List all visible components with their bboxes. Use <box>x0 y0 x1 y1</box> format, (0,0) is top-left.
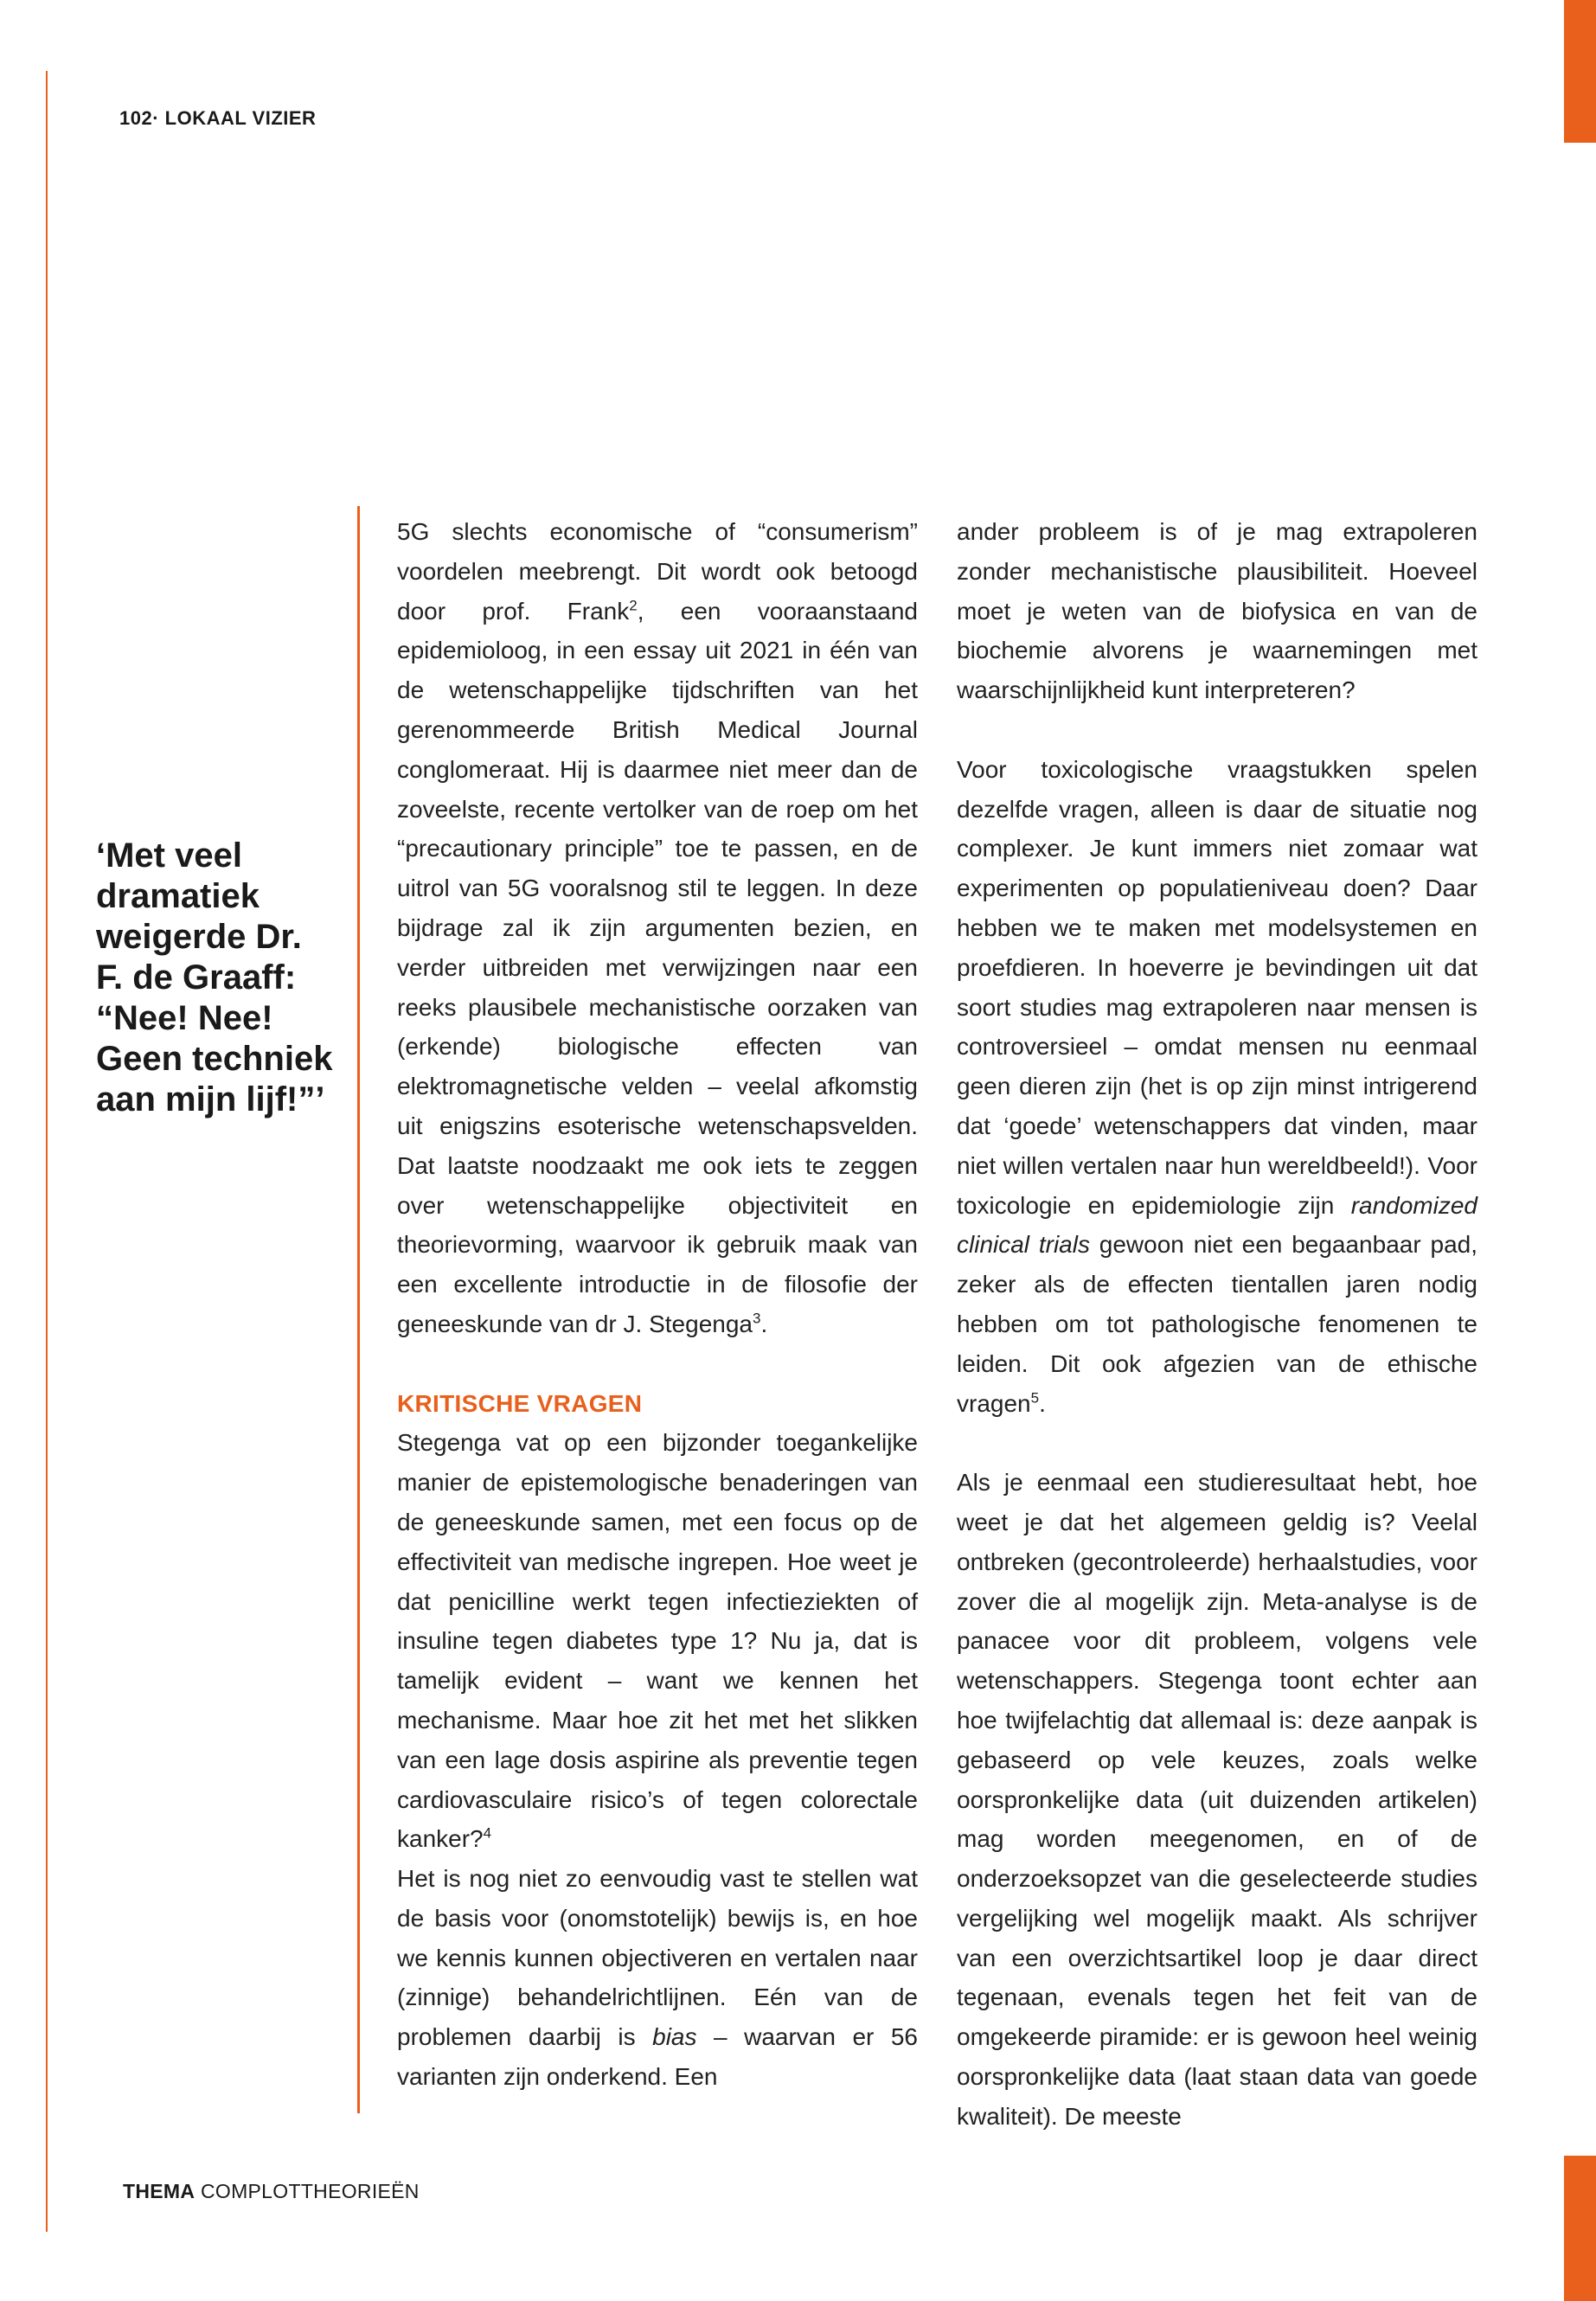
page-number: 102 <box>119 107 153 129</box>
article-column-right <box>957 512 1477 2137</box>
paragraph: Als je eenmaal een studieresultaat hebt, hoe weet je dat het algemeen geldig is? Veelal ontbreken (gecontroleerde) herhaalstudies, voor zover die al mogelijk zijn. Meta-analyse is de panacee voor dit probleem, volgens vele wetenschappers. Stegenga toont echter aan hoe twijfelachtig dat allemaal is: deze aanpak is gebaseerd op vele keuzes, zoals welke oorspronkelijke data (uit duizenden artikelen) mag worden meegenomen, en of de onderzoeksopzet van die geselecteerde studies vergelijking wel mogelijk maakt. Als schrijver van een overzichtsartikel loop je daar direct tegenaan, evenals tegen het feit van de omgekeerde piramide: er is gewoon heel weinig oorspronkelijke data (laat staan data van goede kwaliteit). De meeste <box>957 1469 1477 2130</box>
margin-rule <box>46 71 48 2232</box>
footnote-ref: 4 <box>483 1824 492 1842</box>
footnote-ref: 5 <box>1030 1389 1040 1407</box>
pull-quote-rule <box>357 506 360 2113</box>
paragraph: ander probleem is of je mag extrapoleren zonder mechanistische plausibiliteit. Hoeveel moet je weten van de biofysica en van de biochemie alvorens je waarnemingen met waarschijnlijkheid kunt interpreteren? <box>957 518 1477 704</box>
article-column-left <box>397 512 918 2097</box>
section-heading: KRITISCHE VRAGEN <box>397 1389 643 1417</box>
paragraph: Stegenga vat op een bijzonder toegankelijke manier de epistemologische benaderingen van de geneeskunde samen, met een focus op de effectiviteit van medische ingrepen. Hoe weet je dat penicilline werkt tegen infectieziekten of insuline tegen diabetes type 1? Nu ja, dat is tamelijk evident – want we kennen het mechanisme. Maar hoe zit het met het slikken van een lage dosis aspirine als preventie tegen cardiovasculaire risico’s of tegen colorectale kanker?$^4$ <box>397 1429 918 1853</box>
footnote-ref: 3 <box>752 1310 761 1327</box>
paragraph: Het is nog niet zo eenvoudig vast te stellen wat de basis voor (onomstotelijk) bewijs is, en hoe we kennis kunnen objectiveren en vertalen naar (zinnige) behandelrichtlijnen. Eén van de problemen daarbij is bias – waarvan er 56 varianten zijn onderkend. Een <box>397 1865 918 2091</box>
section-label: THEMA <box>123 2180 195 2202</box>
section-topic: COMPLOTTHEORIEËN <box>200 2180 420 2202</box>
running-header <box>119 107 316 130</box>
paragraph: 5G slechts economische of “consumerism” voordelen meebrengt. Dit wordt ook betoogd door prof. Frank$^2$, een vooraanstaand epidemioloog, in een essay uit 2021 in één van de wetenschappelijke tijdschriften van het gerenommeerde British Medical Journal conglomeraat. Hij is daarmee niet meer dan de zoveelste, recente vertolker van de roep om het “precautionary principle” toe te passen, en de uitrol van 5G vooralsnog stil te leggen. In deze bijdrage zal ik zijn argumenten bezien, en verder uitbreiden met verwijzingen naar een reeks plausibele mechanistische oorzaken van (erkende) biologische effecten van elektromagnetische velden – veelal afkomstig uit enigszins esoterische wetenschapsvelden. Dat laatste noodzaakt me ook iets te zeggen over wetenschappelijke objectiviteit en theorievorming, waarvoor ik gebruik maak van een excellente introductie in de filosofie der geneeskunde van dr J. Stegenga$^3$. <box>397 518 919 1337</box>
footnote-ref: 2 <box>629 597 638 614</box>
orange-edge-tab-bottom <box>1564 2156 1596 2301</box>
paragraph: Voor toxicologische vraagstukken spelen dezelfde vragen, alleen is daar de situatie nog complexer. Je kunt immers niet zomaar wat experimenten op populatieniveau doen? Daar hebben we te maken met modelsystemen en proefdieren. In hoeverre je bevindingen uit dat soort studies mag extrapoleren naar mensen is controversieel – omdat mensen nu eenmaal geen dieren zijn (het is op zijn minst intrigerend dat ‘goede’ wetenschappers dat vinden, maar niet willen vertalen naar hun wereldbeeld!). Voor toxicologie en epidemiologie zijn randomized clinical trials gewoon niet een begaanbaar pad, zeker als de effecten tientallen jaren nodig hebben om tot pathologische fenomenen te leiden. Dit ook afgezien van de ethische vragen$^5$. <box>957 755 1477 1417</box>
pull-quote-text: ‘Met veel dramatiek weigerde Dr. F. de Graaff: “Nee! Nee! Geen techniek aan mijn lijf!”’ <box>96 836 333 1118</box>
pull-quote <box>96 836 338 1120</box>
publication-title: LOKAAL VIZIER <box>164 107 317 129</box>
header-separator: · <box>152 107 160 129</box>
running-footer <box>123 2180 420 2203</box>
orange-edge-tab-top <box>1564 0 1596 143</box>
